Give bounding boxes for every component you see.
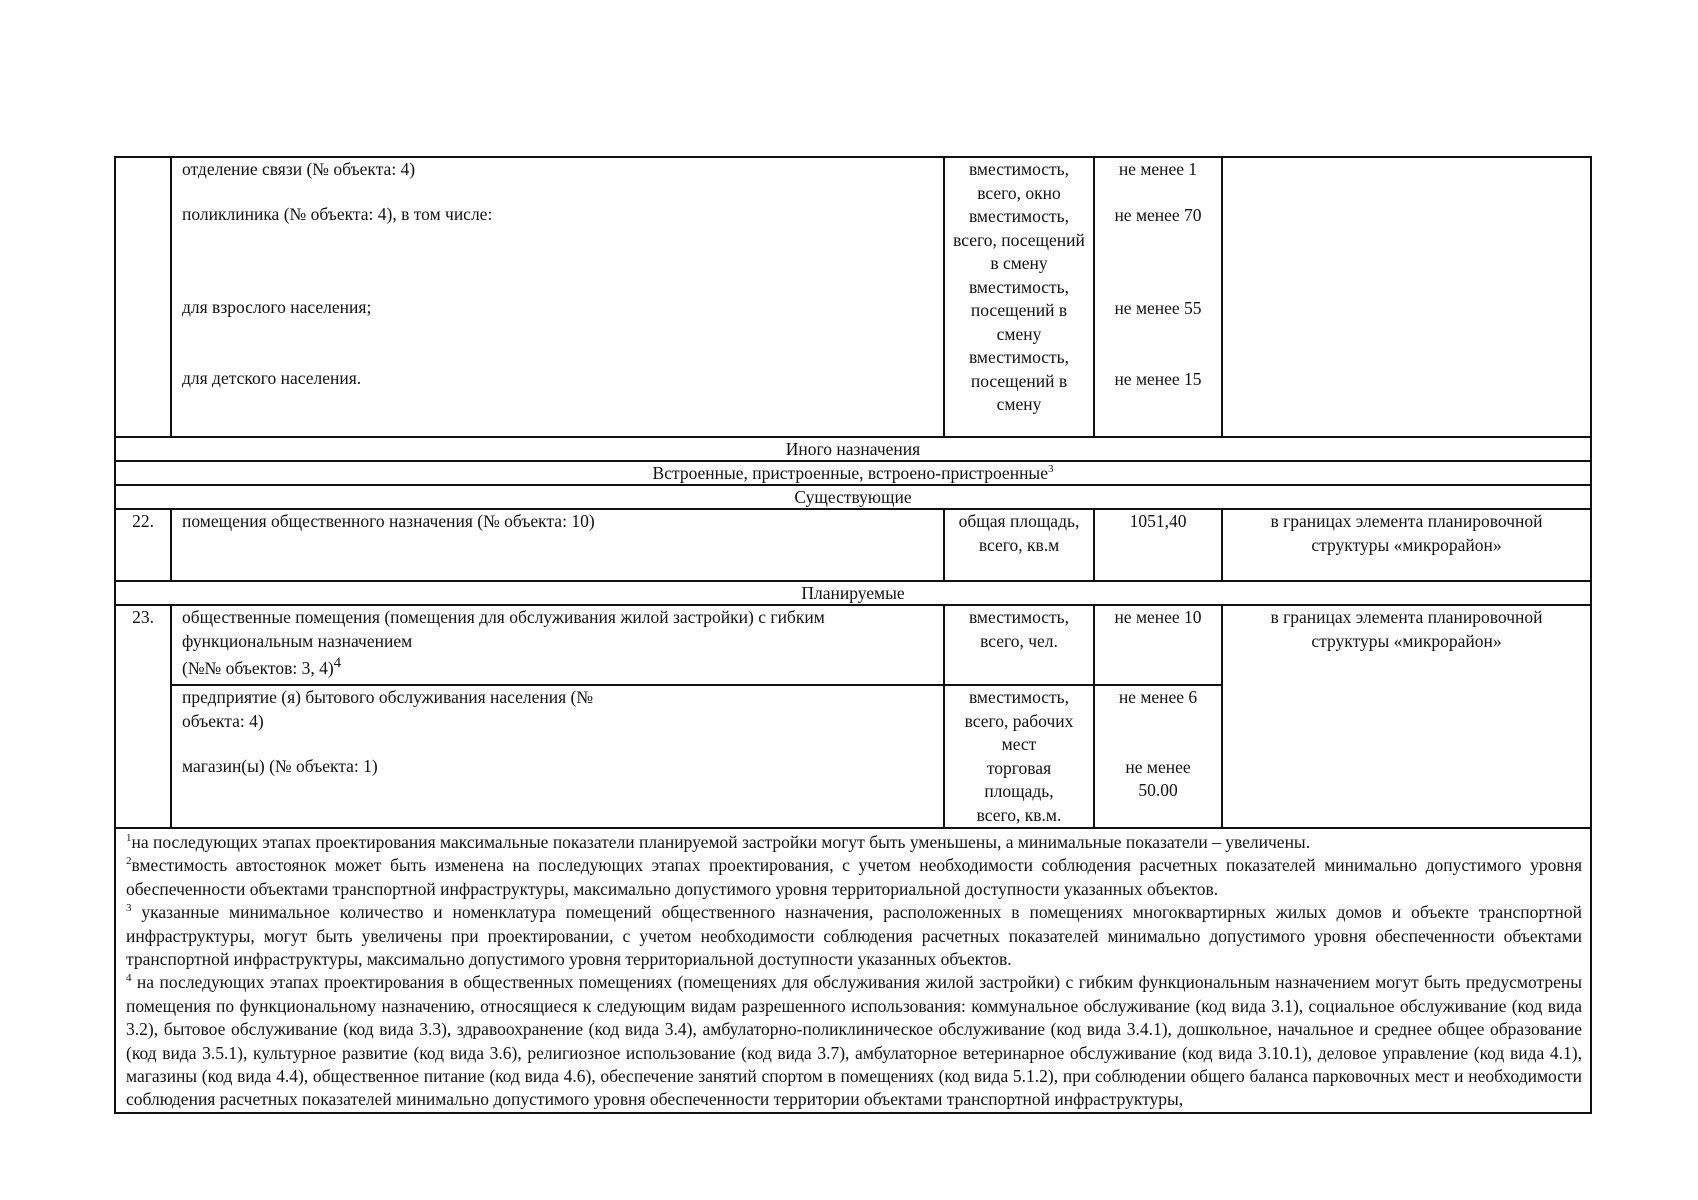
unit-text: общая площадь, всего, кв.м (944, 509, 1094, 581)
value-text: не менее 50.00 (1125, 756, 1191, 800)
table-row (115, 605, 1591, 685)
object-name: для взрослого населения; (182, 297, 372, 317)
document-page (114, 156, 1590, 1114)
unit-text: вместимость, посещений в смену (968, 347, 1070, 414)
footnote-text: на последующих этапах проектирования в общественных помещениях (помещениях для обслуживания жилой застройки) с гибким функциональным назначением могут быть предусмотрены помещения по функциональному назначению, относящиеся к следующим видам разрешенного использования: коммунальное обслуживание (код вида 3.1), социальное обслуживание (код вида 3.2), бытовое обслуживание (код вида 3.3), здравоохранение (код вида 3.4), амбулаторно-поликлиническое обслуживание (код вида 3.4.1), дошкольное, начальное и среднее общее образование (код вида 3.5.1), культурное развитие (код вида 3.6), религиозное использование (код вида 3.7), амбулаторное ветеринарное обслуживание (код вида 3.10.1), деловое управление (код вида 4.1), магазины (код вида 4.4), общественное питание (код вида 4.6), обеспечение занятий спортом в помещениях (код вида 5.1.2), при соблюдении общего баланса парковочных мест и необходимости соблюдения расчетных показателей минимально допустимого уровня обеспеченности территории объектами транспортной инфраструктуры, (126, 972, 1582, 1110)
value-text: не менее 70 (1114, 204, 1202, 225)
object-name-cell (171, 605, 944, 685)
row-number: 23. (115, 605, 171, 828)
row-number-cell (115, 157, 171, 437)
object-name: помещения общественного назначения (№ объекта: 10) (171, 509, 944, 581)
value-cell (1094, 685, 1222, 828)
object-name: предприятие (я) бытового обслуживания населения (№ объекта: 4) (182, 687, 594, 731)
section-heading (115, 461, 1591, 485)
note-text: в границах элемента планировочной структуры «микрорайон» (1222, 509, 1591, 581)
footnote-mark: 2 (126, 855, 132, 868)
note-text: в границах элемента планировочной структуры «микрорайон» (1222, 605, 1591, 828)
section-heading: Существующие (115, 485, 1591, 509)
footnote-ref: 3 (1047, 463, 1054, 476)
footnote-mark: 4 (126, 972, 132, 985)
footnote (126, 971, 1582, 1111)
footnote (126, 854, 1582, 901)
table-row (115, 509, 1591, 581)
footnotes-row (115, 828, 1591, 1113)
object-name-cell (171, 157, 944, 437)
unit-text: вместимость, посещений в смену (968, 276, 1070, 344)
footnotes (115, 828, 1591, 1113)
section-heading: Планируемые (115, 581, 1591, 605)
object-ids (182, 657, 935, 681)
value-text: 1051,40 (1094, 509, 1222, 581)
value-text: не менее 15 (1114, 368, 1202, 389)
object-ids-text: (№№ объектов: 3, 4) (182, 658, 334, 678)
note-cell (1222, 157, 1591, 437)
footnote-ref: 4 (333, 655, 342, 672)
indicators-table (114, 156, 1592, 1114)
unit-text: вместимость, всего, рабочих мест (964, 687, 1074, 754)
footnote (126, 831, 1582, 854)
unit-cell (944, 157, 1094, 437)
footnote-mark: 1 (126, 832, 132, 845)
section-row (115, 581, 1591, 605)
section-row (115, 437, 1591, 461)
section-heading: Иного назначения (115, 437, 1591, 461)
object-name: поликлиника (№ объекта: 4), в том числе: (182, 203, 493, 224)
object-name: для детского населения. (182, 367, 362, 388)
object-name-cell (171, 685, 944, 828)
value-cell (1094, 157, 1222, 437)
value-text: не менее 6 (1118, 687, 1198, 707)
footnote (126, 901, 1582, 971)
object-name: общественные помещения (помещения для обслуживания жилой застройки) с гибким функциональным назначением (182, 607, 825, 651)
unit-text: вместимость, всего, посещений в смену (953, 206, 1085, 273)
footnote-text: вместимость автостоянок может быть изменена на последующих этапах проектирования, с учетом необходимости соблюдения расчетных показателей минимально допустимого уровня обеспеченности объектами транспортной инфраструктуры, максимально допустимого уровня территориальной доступности указанных объектов. (126, 855, 1582, 899)
row-number: 22. (115, 509, 171, 581)
object-name: магазин(ы) (№ объекта: 1) (182, 756, 378, 776)
unit-text: вместимость, всего, окно (968, 159, 1070, 203)
value-text: не менее 1 (1118, 159, 1198, 179)
value-text: не менее 55 (1114, 298, 1202, 318)
unit-cell (944, 685, 1094, 828)
object-name: отделение связи (№ объекта: 4) (182, 159, 416, 179)
value-text: не менее 10 (1094, 605, 1222, 685)
footnote-mark: 3 (126, 902, 132, 915)
footnote-text: на последующих этапах проектирования максимальные показатели планируемой застройки могут быть уменьшены, а минимальные показатели – увеличены. (131, 832, 1311, 852)
footnote-text: указанные минимальное количество и номенклатура помещений общественного назначения, расположенных в помещениях многоквартирных жилых домов и объекте транспортной инфраструктуры, могут быть увеличены при проектировании, с учетом необходимости соблюдения расчетных показателей минимально допустимого уровня обеспеченности объектами транспортной инфраструктуры, максимально допустимого уровня территориальной доступности указанных объектов. (126, 902, 1582, 970)
section-heading-text: Встроенные, пристроенные, встроено-пристроенные (652, 463, 1048, 483)
unit-text: вместимость, всего, чел. (944, 605, 1094, 685)
table-row (115, 157, 1591, 437)
unit-text: торговая площадь, всего, кв.м. (976, 757, 1062, 825)
section-row (115, 485, 1591, 509)
section-row (115, 461, 1591, 485)
